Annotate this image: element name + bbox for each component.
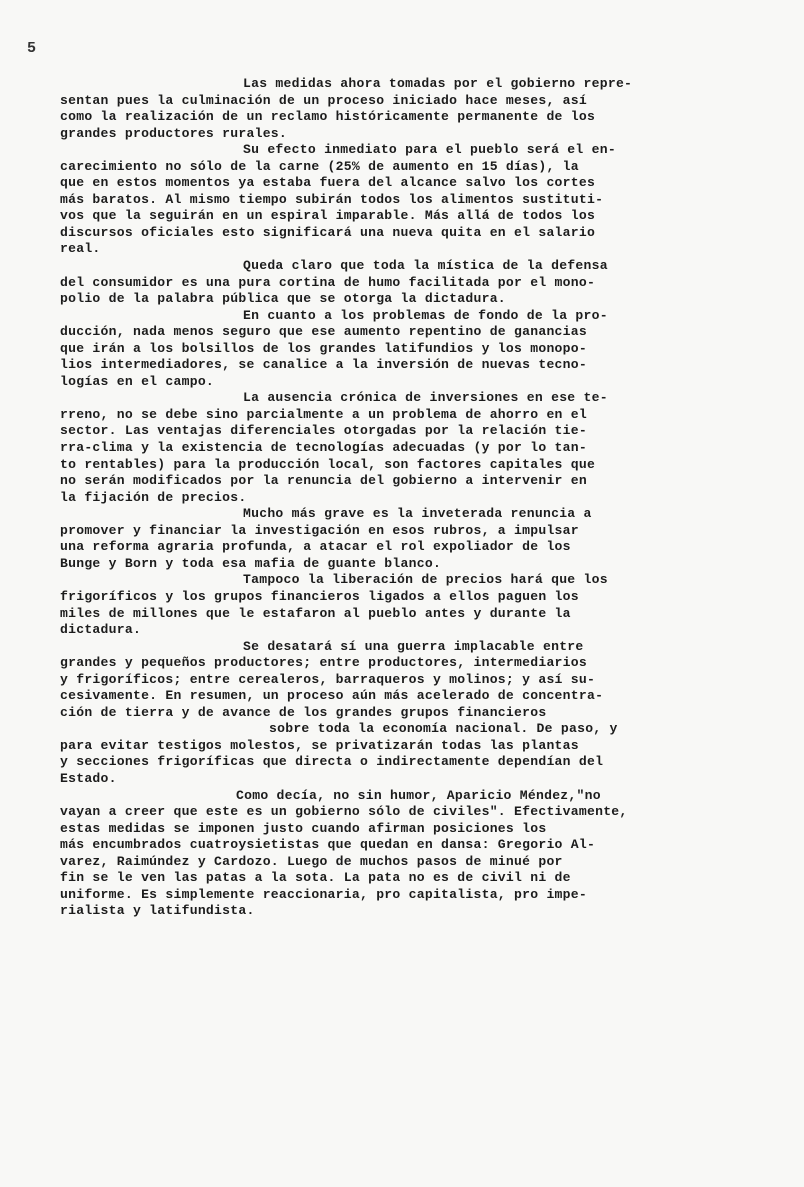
text-line: Tampoco la liberación de precios hará que los bbox=[243, 572, 608, 588]
text-line: para evitar testigos molestos, se privatizarán todas las plantas bbox=[60, 737, 579, 753]
text-line: lios intermediadores, se canalice a la inversión de nuevas tecno- bbox=[60, 357, 587, 373]
text-line: y frigoríficos; entre cerealeros, barraqueros y molinos; y así su- bbox=[60, 671, 596, 687]
body-text bbox=[60, 76, 700, 920]
text-line: ducción, nada menos seguro que ese aumento repentino de ganancias bbox=[60, 324, 587, 340]
text-line: rra-clima y la existencia de tecnologías adecuadas (y por lo tan- bbox=[60, 440, 587, 456]
text-line: rreno, no se debe sino parcialmente a un problema de ahorro en el bbox=[60, 406, 587, 422]
text-line: grandes y pequeños productores; entre productores, intermediarios bbox=[60, 655, 587, 671]
page-number: 5 bbox=[27, 40, 37, 57]
text-line: que en estos momentos ya estaba fuera del alcance salvo los cortes bbox=[60, 175, 596, 191]
text-line: rialista y latifundista. bbox=[60, 903, 255, 919]
text-line: Mucho más grave es la inveterada renuncia a bbox=[243, 506, 592, 522]
text-line: real. bbox=[60, 241, 101, 257]
text-line: Queda claro que toda la mística de la defensa bbox=[243, 258, 608, 274]
text-line: Las medidas ahora tomadas por el gobierno repre- bbox=[243, 76, 633, 91]
text-line: Bunge y Born y toda esa mafia de guante blanco. bbox=[60, 555, 442, 571]
text-line: varez, Raimúndez y Cardozo. Luego de muchos pasos de minué por bbox=[60, 853, 563, 869]
text-line: más encumbrados cuatroysietistas que quedan en dansa: Gregorio Al- bbox=[60, 837, 596, 853]
text-line: ción de tierra y de avance de los grandes grupos financieros bbox=[60, 704, 547, 720]
text-line: miles de millones que le estafaron al pueblo antes y durante la bbox=[60, 605, 571, 621]
text-line: sentan pues la culminación de un proceso iniciado hace meses, así bbox=[60, 92, 587, 108]
text-line: carecimiento no sólo de la carne (25% de aumento en 15 días), la bbox=[60, 158, 579, 174]
text-line: logías en el campo. bbox=[60, 373, 215, 389]
text-line: fin se le ven las patas a la sota. La pata no es de civil ni de bbox=[60, 870, 571, 886]
text-line: y secciones frigoríficas que directa o indirectamente dependían del bbox=[60, 754, 604, 770]
text-line: más baratos. Al mismo tiempo subirán todos los alimentos sustituti- bbox=[60, 191, 604, 207]
text-line: vayan a creer que este es un gobierno sólo de civiles". Efectivamente, bbox=[60, 804, 628, 820]
text-line: vos que la seguirán en un espiral imparable. Más allá de todos los bbox=[60, 208, 596, 224]
text-line: La ausencia crónica de inversiones en ese te- bbox=[243, 390, 608, 406]
text-line: la fijación de precios. bbox=[60, 489, 247, 505]
text-line: una reforma agraria profunda, a atacar el rol expoliador de los bbox=[60, 539, 571, 555]
text-line: En cuanto a los problemas de fondo de la pro- bbox=[243, 307, 608, 323]
text-line: Como decía, no sin humor, Aparicio Méndez,"no bbox=[236, 787, 601, 803]
text-line: grandes productores rurales. bbox=[60, 125, 288, 141]
text-line: Su efecto inmediato para el pueblo será el en- bbox=[243, 142, 616, 158]
text-line: Estado. bbox=[60, 770, 117, 786]
text-line: dictadura. bbox=[60, 622, 142, 638]
text-line: del consumidor es una pura cortina de humo facilitada por el mono- bbox=[60, 274, 596, 290]
text-line: sobre toda la economía nacional. De paso, y bbox=[269, 721, 618, 737]
text-line: polio de la palabra pública que se otorga la dictadura. bbox=[60, 291, 506, 307]
text-line: no serán modificados por la renuncia del gobierno a intervenir en bbox=[60, 473, 587, 489]
text-line: estas medidas se imponen justo cuando afirman posiciones los bbox=[60, 820, 547, 836]
text-line: cesivamente. En resumen, un proceso aún más acelerado de concentra- bbox=[60, 688, 604, 704]
text-line: promover y financiar la investigación en esos rubros, a impulsar bbox=[60, 522, 579, 538]
text-line: frigoríficos y los grupos financieros ligados a ellos paguen los bbox=[60, 588, 579, 604]
text-line: to rentables) para la producción local, son factores capitales que bbox=[60, 456, 596, 472]
text-line: sector. Las ventajas diferenciales otorgadas por la relación tie- bbox=[60, 423, 587, 439]
text-line: discursos oficiales esto significará una nueva quita en el salario bbox=[60, 224, 596, 240]
text-line: uniforme. Es simplemente reaccionaria, pro capitalista, pro impe- bbox=[60, 886, 587, 902]
text-line: como la realización de un reclamo históricamente permanente de los bbox=[60, 109, 596, 125]
text-line: Se desatará sí una guerra implacable entre bbox=[243, 638, 584, 654]
text-line: que irán a los bolsillos de los grandes latifundios y los monopo- bbox=[60, 340, 587, 356]
